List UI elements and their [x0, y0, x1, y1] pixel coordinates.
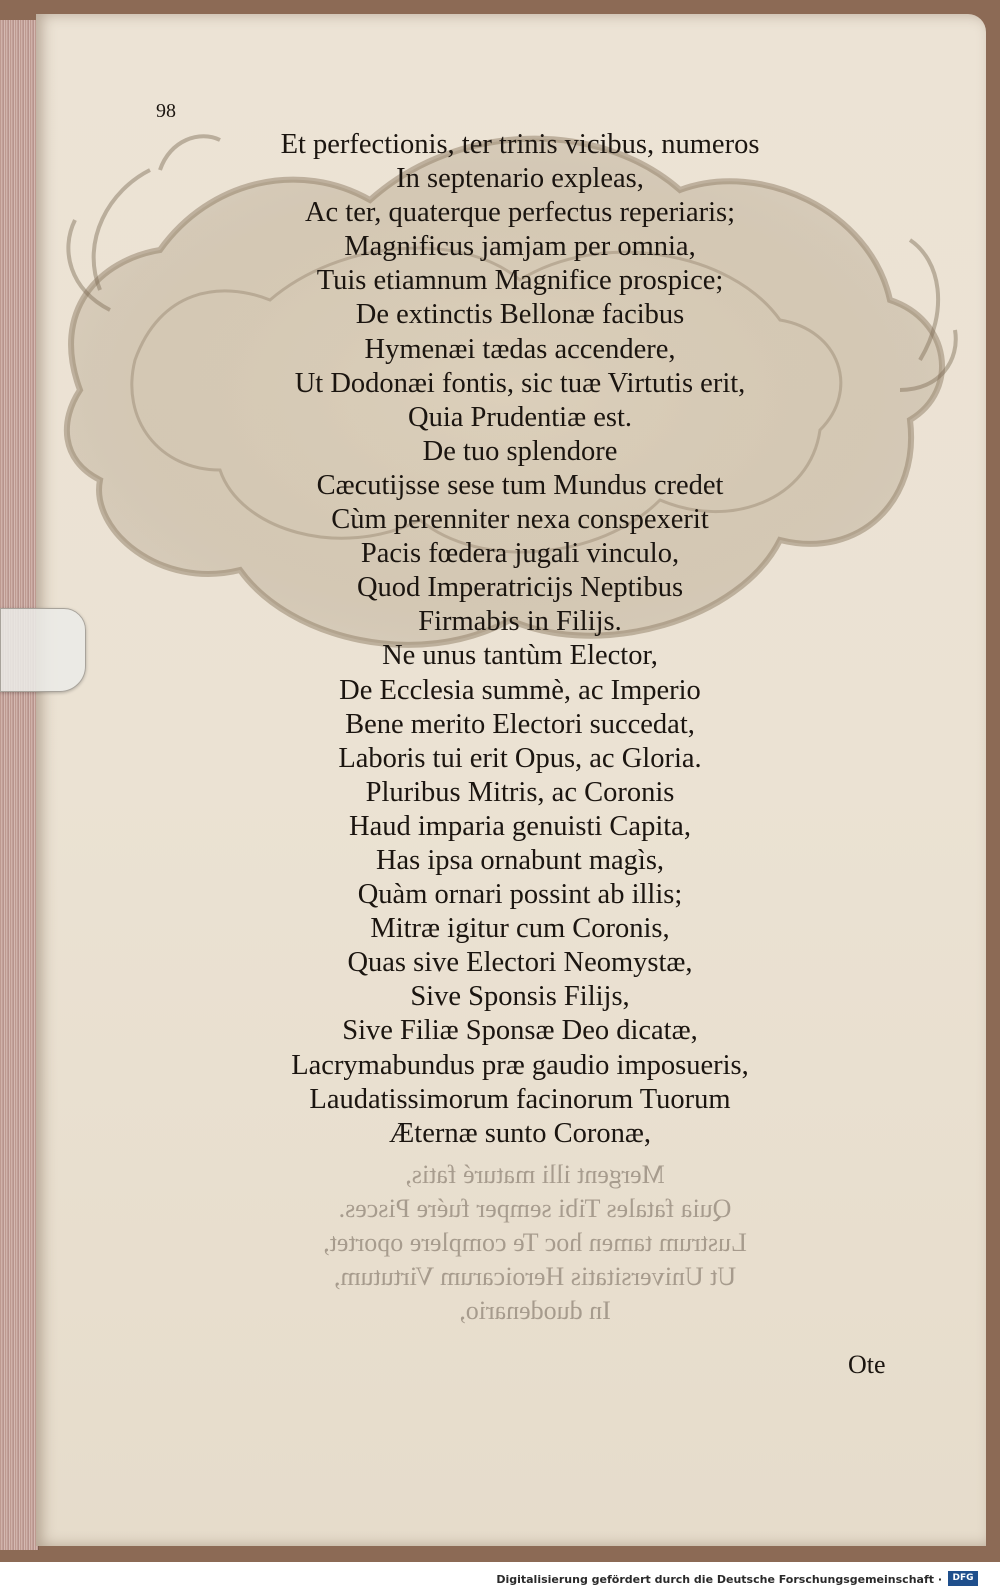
verse-line: Quia Prudentiæ est. [407, 401, 633, 433]
verse-line: Laboris tui erit Opus, ac Gloria. [338, 742, 702, 774]
verse-line: Ne unus tantùm Elector, [382, 640, 658, 672]
verse-line: Magnificus jamjam per omnia, [344, 231, 696, 263]
verse-line: Cùm perenniter nexa conspexerit [331, 504, 709, 536]
verse-line: Sive Filiæ Sponsæ Deo dicatæ, [342, 1015, 698, 1047]
verse-line: Quas sive Electori Neomystæ, [347, 947, 693, 979]
verse-line: Cæcutijsse sese tum Mundus credet [316, 469, 724, 501]
funding-credit: Digitalisierung gefördert durch die Deutsche Forschungsgemeinschaft · [496, 1573, 942, 1586]
show-through-text [180, 1158, 890, 1328]
verse-line: Et perfectionis, ter trinis vicibus, numeros [280, 129, 760, 160]
verse-line: Sive Sponsis Filijs, [410, 981, 630, 1013]
catchword: Ote [848, 1350, 886, 1379]
verse-line: Ac ter, quaterque perfectus reperiaris; [304, 197, 736, 229]
show-through-line: In duodenario, [459, 1296, 611, 1325]
verse-text [150, 128, 890, 1151]
verse-line: De tuo splendore [422, 435, 618, 467]
verse-line: Tuis etiamnum Magnifice prospice; [316, 265, 724, 297]
bookmark-clip [0, 608, 86, 692]
page-number: 98 [156, 100, 176, 122]
verse-line: Ut Dodonæi fontis, sic tuæ Virtutis erit, [294, 367, 746, 399]
page-edges [0, 20, 39, 1550]
verse-line: De extinctis Bellonæ facibus [355, 299, 685, 331]
verse-line: Mitræ igitur cum Coronis, [370, 913, 670, 945]
verse-line: Has ipsa ornabunt magìs, [375, 844, 665, 876]
verse-line: Laudatissimorum facinorum Tuorum [309, 1083, 731, 1115]
verse-line: Lacrymabundus præ gaudio imposueris, [291, 1049, 749, 1081]
verse-line: Quàm ornari possint ab illis; [357, 879, 683, 911]
show-through-line: Ut Universitatis Heroicarum Virtutum, [333, 1262, 737, 1291]
show-through-line: Mergent illi maturé fatis, [405, 1160, 665, 1189]
verse-line: Bene merito Electori succedat, [345, 708, 695, 740]
dfg-logo: DFG [948, 1571, 978, 1586]
verse-line: Hymenæi tædas accendere, [364, 333, 676, 365]
verse-line: De Ecclesia summè, ac Imperio [339, 674, 701, 706]
verse-line: Haud imparia genuisti Capita, [349, 810, 691, 842]
show-through-line: Quia fatales Tibi semper fuére Pisces. [338, 1194, 732, 1223]
verse-line: In septenario expleas, [396, 163, 644, 195]
verse-line: Pluribus Mitris, ac Coronis [365, 776, 675, 808]
verse-line: Firmabis in Filijs. [418, 606, 622, 638]
verse-line: Quod Imperatricijs Neptibus [356, 572, 684, 604]
verse-line: Æternæ sunto Coronæ, [388, 1117, 652, 1149]
show-through-line: Lustrum tamen hoc Te complere oportet, [323, 1228, 747, 1257]
verse-line: Pacis fœdera jugali vinculo, [360, 538, 680, 570]
